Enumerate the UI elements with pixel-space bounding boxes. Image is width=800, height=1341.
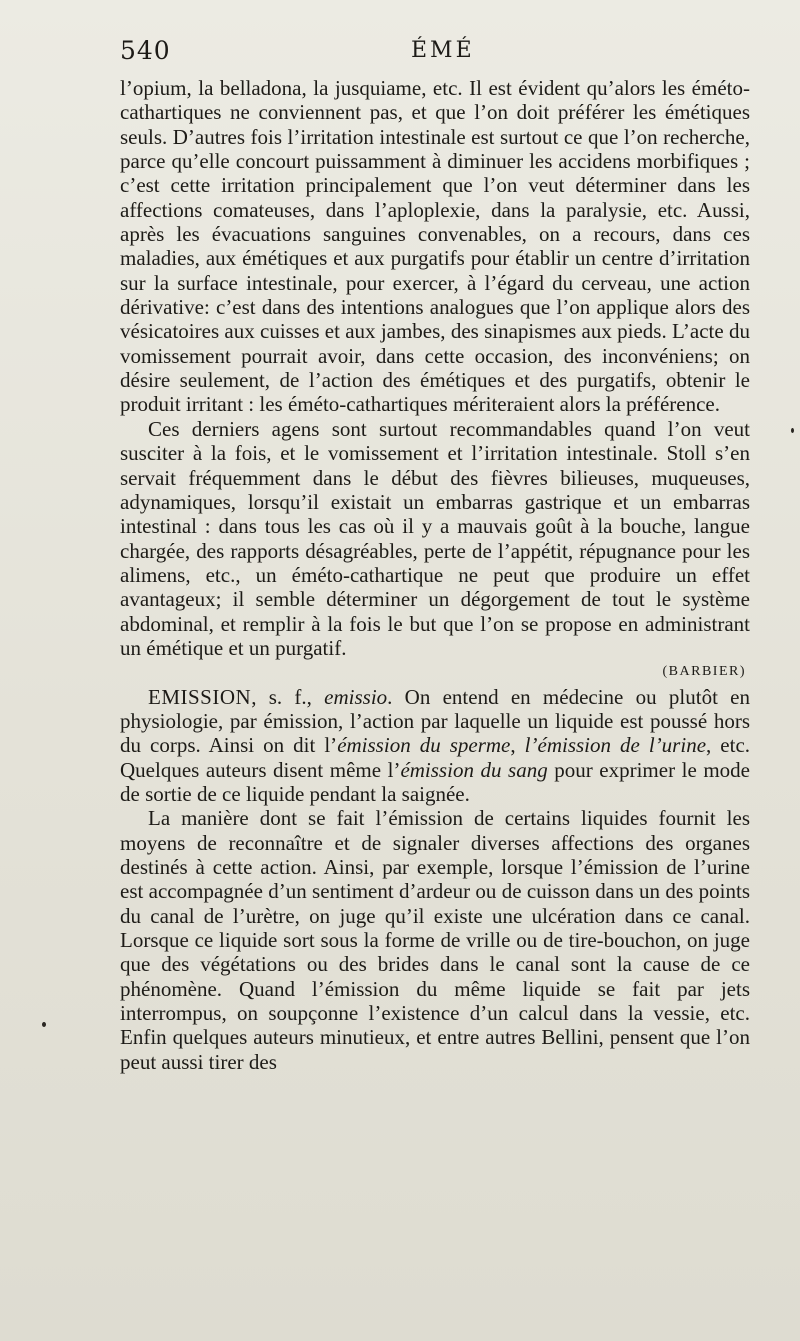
entry-grammar: , s. f., [251,684,325,709]
entry-latin: emissio [324,684,388,709]
entry-headword: EMISSION [148,684,252,709]
margin-speck [42,1022,46,1027]
paragraph-1: l’opium, la belladona, la jusquiame, etc. Il est évident qu’alors les éméto-cathartiques ne conviennent pas, et que l’on doit préférer les émétiques seuls. D’autres fois l’irritation intestinale est surtout ce que l’on recherche, parce qu’elle concourt puissamment à diminuer les accidens morbifiques ; c’est cette irritation principalement que l’on veut déterminer dans les affections comateuses, dans l’aploplexie, dans la paralysie, etc. Aussi, après les évacuations sanguines convenables, on a recours, dans ces maladies, aux émétiques et aux purgatifs pour établir un centre d’irritation sur la surface intestinale, pour exercer, à l’égard du cerveau, une action dérivative: c’est dans des intentions analogues que l’on applique alors des vésicatoires aux cuisses et aux jambes, des sinapismes aux pieds. L’acte du vomissement pourrait avoir, dans cette occasion, des inconvéniens; on désire seulement, de l’action des émétiques et des purgatifs, obtenir le produit irritant : les éméto-cathartiques mériteraient alors la préférence. [120,76,750,417]
paragraph-4: La manière dont se fait l’émission de certains liquides fournit les moyens de reconnaître et de signaler diverses affections des organes destinés à cette action. Ainsi, par exemple, lorsque l’émission de l’urine est accompagnée d’un sentiment d’ardeur ou de cuisson dans un des points du canal de l’urètre, on juge qu’il existe une ulcération dans ce canal. Lorsque ce liquide sort sous la forme de vrille ou de tire-bouchon, on juge que des végétations ou des brides dans le canal sont la cause de ce phénomène. Quand l’émission du même liquide se fait par jets interrompus, on soupçonne l’existence d’un calcul dans la vessie, etc. Enfin quelques auteurs minutieux, et entre autres Bellini, pensent que l’on peut aussi tirer des [120,806,750,1074]
entry-italic-b: l’émission de l’urine [524,733,707,758]
page-number: 540 [120,36,171,65]
page-header [120,36,750,66]
entry-italic-a: émission du sperme [337,733,511,758]
entry-emission [120,685,750,807]
running-head: ÉMÉ [411,38,475,63]
author-signature: (BARBIER) [662,664,746,680]
body-text [120,76,750,1074]
entry-text-a: . On entend en médecine ou plutôt en physiologie, par émission, l’action par laquelle un liquide est poussé hors du corps. Ainsi on dit l’ [120,684,750,758]
entry-sep-b: , [510,733,525,758]
entry-italic-c: émission du sang [400,757,548,782]
entry-text-b: , etc. Quelques auteurs disent même l’ [120,733,751,782]
paragraph-2: Ces derniers agens sont surtout recommandables quand l’on veut susciter à la fois, et le vomissement et l’irritation intestinale. Stoll s’en servait fréquemment dans le début des fièvres bilieuses, muqueuses, adynamiques, lorsqu’il existait un embarras gastrique et un embarras intestinal : dans tous les cas où il y a mauvais goût à la bouche, langue chargée, des rapports désagréables, perte de l’appétit, répugnance pour les alimens, etc., un éméto-cathartique ne peut que produire un effet avantageux; il semble déterminer un dégorgement de tout le système abdominal, et remplir à la fois le but que l’on se propose en administrant un émétique et un purgatif. [120,416,750,660]
margin-speck [791,428,794,433]
entry-text-c: pour exprimer le mode de sortie de ce liquide pendant la saignée. [120,757,750,806]
